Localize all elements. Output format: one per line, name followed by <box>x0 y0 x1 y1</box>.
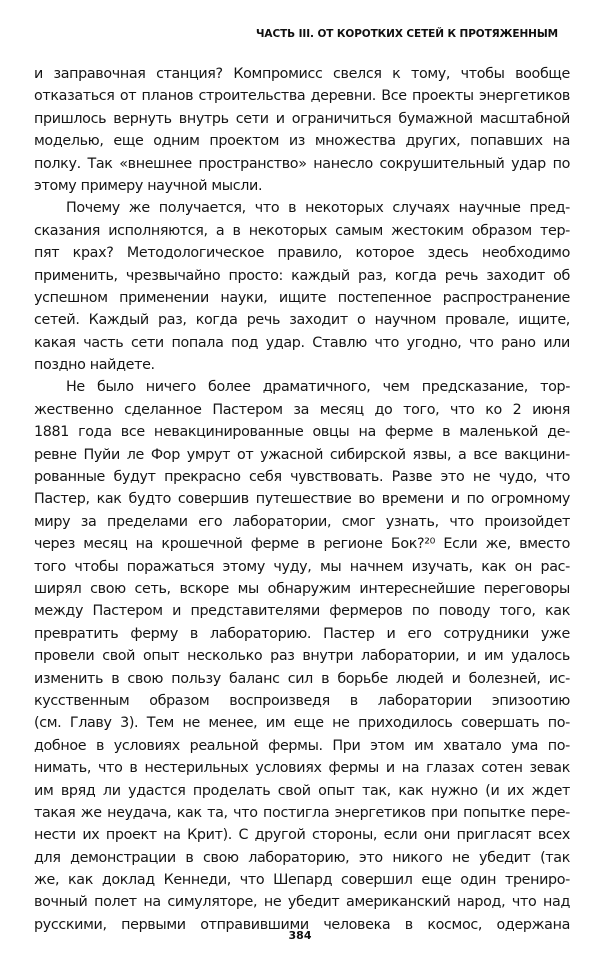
text-line: кусственным образом воспроизведя в лаборатории эпизоотию <box>34 692 570 709</box>
text-line: через месяц на крошечной ферме в регионе Бок?²⁰ Если же, вместо <box>34 536 570 553</box>
text-line: Не было ничего более драматичного, чем предсказание, тор- <box>66 379 570 396</box>
text-line: миру за пределами его лаборатории, смог узнать, что произойдет <box>34 513 570 530</box>
text-line: 1881 года все невакцинированные овцы на ферме в маленькой де- <box>34 424 570 441</box>
text-line: успешном применении науки, ищите постепенное распространение <box>34 289 570 306</box>
text-line: нести их проект на Крит). С другой стороны, если они пригласят всех <box>34 827 570 844</box>
text-line: русскими, первыми отправившими человека в космос, одержана <box>34 916 570 933</box>
text-line: вочный полет на симуляторе, не убедит американский народ, что над <box>34 894 570 911</box>
text-line: провели свой опыт несколько раз внутри лаборатории, и им удалось <box>34 648 570 665</box>
text-line: ширял свою сеть, вскоре мы обнаружим интереснейшие переговоры <box>34 580 570 597</box>
text-line: рованные будут прекрасно себя чувствовать. Разве это не чудо, что <box>34 469 570 486</box>
body-text <box>34 63 570 936</box>
text-line: Почему же получается, что в некоторых случаях научные пред- <box>66 200 570 217</box>
text-line: моделью, еще одним проектом из множества других, попавших на <box>34 133 570 150</box>
text-line: и заправочная станция? Компромисс свелся к тому, чтобы вообще <box>34 66 570 82</box>
text-line: применить, чрезвычайно просто: каждый раз, когда речь заходит об <box>34 267 570 284</box>
text-line: этому примеру научной мысли. <box>34 177 263 194</box>
text-line: поздно найдете. <box>34 357 155 374</box>
text-line: пят крах? Методологическое правило, которое здесь необходимо <box>34 245 570 262</box>
text-line: между Пастером и представителями фермеров по поводу того, как <box>34 603 570 620</box>
text-line: добное в условиях реальной фермы. При этом им хватало ума по- <box>34 737 570 754</box>
text-line: того чтобы поражаться этому чуду, мы начнем изучать, как он рас- <box>34 558 570 575</box>
text-line: такая же неудача, как та, что постигла энергетиков при попытке пере- <box>34 804 570 821</box>
text-line: сетей. Каждый раз, когда речь заходит о научном провале, ищите, <box>34 312 570 329</box>
text-line: Пастер, как будто совершив путешествие во времени и по огромному <box>34 491 570 508</box>
page-number: 384 <box>288 929 312 942</box>
text-line: отказаться от планов строительства деревни. Все проекты энергетиков <box>34 88 570 105</box>
text-line: ревне Пуйи ле Фор умрут от ужасной сибирской язвы, а все вакцини- <box>34 446 570 463</box>
text-line: пришлось вернуть внутрь сети и ограничиться бумажной масштабной <box>34 110 570 127</box>
text-line: превратить ферму в лабораторию. Пастер и его сотрудники уже <box>34 625 570 642</box>
text-line: (см. Главу 3). Тем не менее, им еще не приходилось совершать по- <box>34 715 570 732</box>
text-line: полку. Так «внешнее пространство» нанесло сокрушительный удар по <box>34 155 570 172</box>
running-head: ЧАСТЬ III. ОТ КОРОТКИХ СЕТЕЙ К ПРОТЯЖЕННЫМ <box>256 28 558 40</box>
text-line: для демонстрации в свою лабораторию, это никого не убедит (так <box>34 849 570 866</box>
text-line: сказания исполняются, а в некоторых самым жестоким образом тер- <box>34 222 570 239</box>
text-line: же, как доклад Кеннеди, что Шепард совершил еще один трениро- <box>34 872 570 889</box>
text-line: изменить в свою пользу баланс сил в борьбе людей и болезней, ис- <box>34 670 570 687</box>
text-line: какая часть сети попала под удар. Ставлю что угодно, что рано или <box>34 334 570 351</box>
text-line: жественно сделанное Пастером за месяц до того, что ко 2 июня <box>34 401 570 418</box>
text-line: им вряд ли удастся проделать свой опыт так, как нужно (и их ждет <box>34 782 570 799</box>
text-line: нимать, что в нестерильных условиях фермы и на глазах сотен зевак <box>34 760 570 777</box>
